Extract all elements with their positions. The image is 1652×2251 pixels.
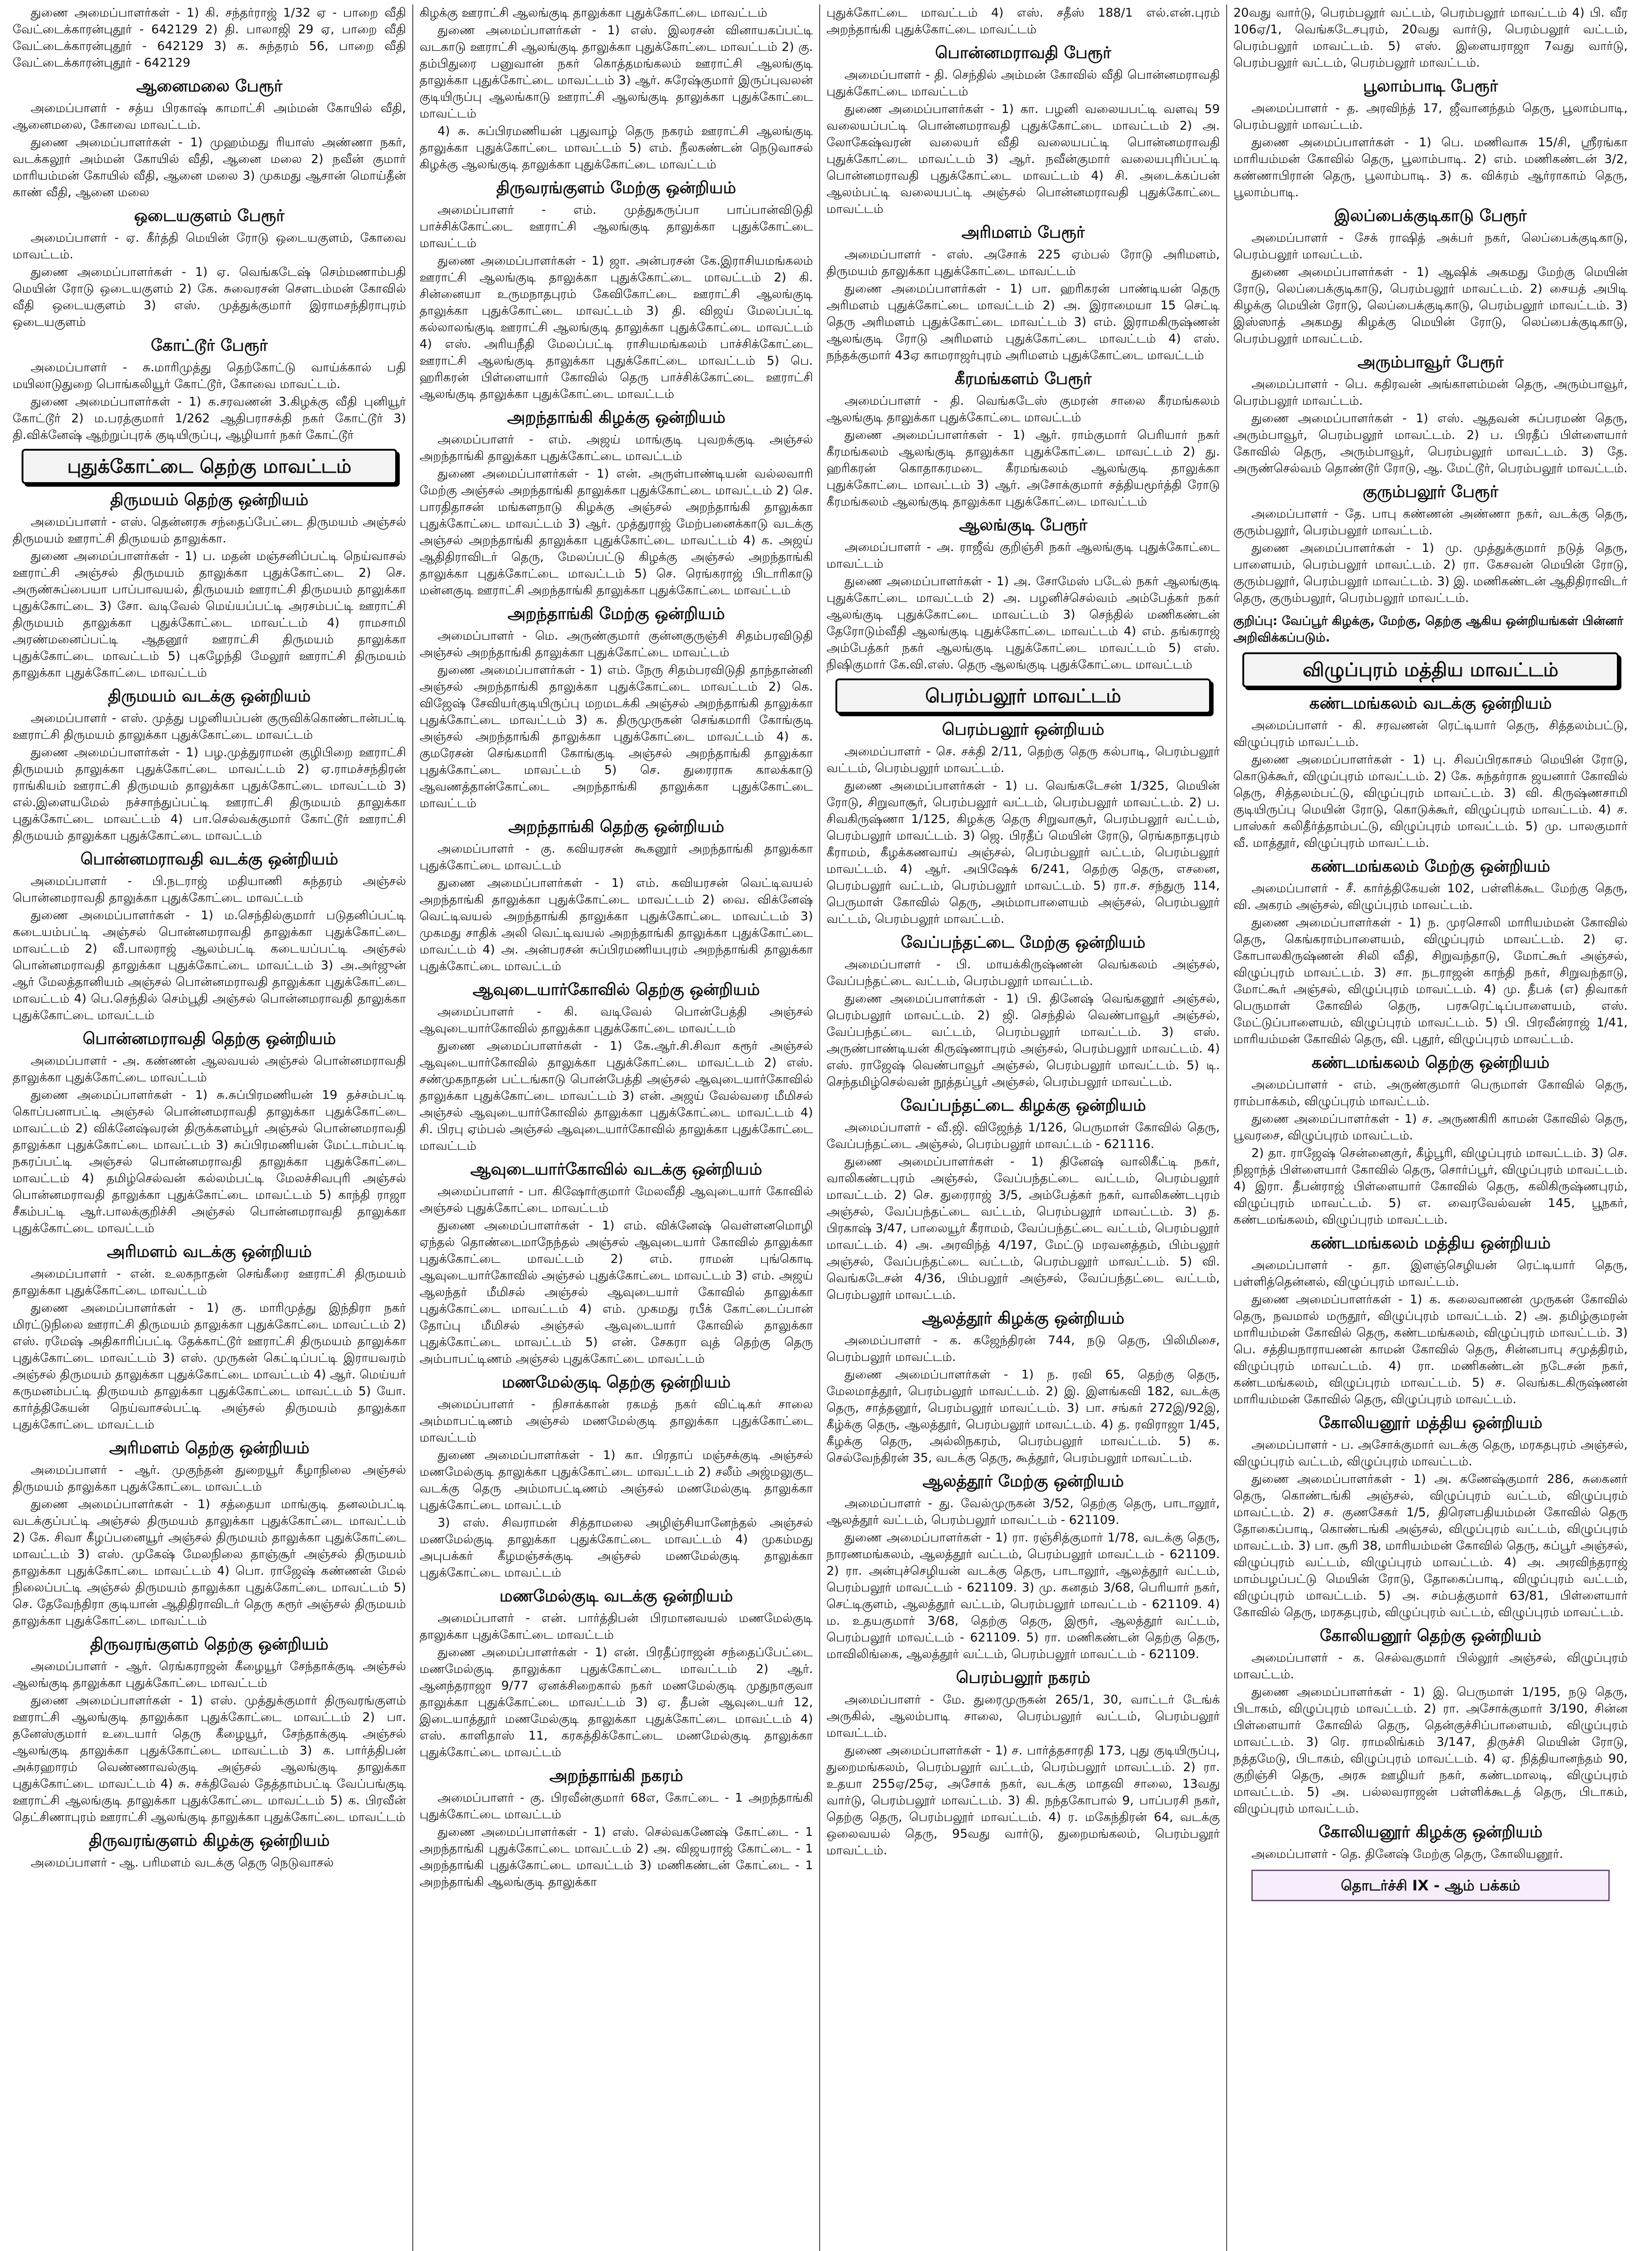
paragraph: துணை அமைப்பாளர்கள் - 1) க. கலைவாணன் முருகன் கோவில் தெரு, நவமால் மருதூர், விழுப்புரம் மாவட்டம். 2) அ. தமிழ்குமரன் மாரியம்மன் கோவில் தெரு, கண்டமங்கலம், விழுப்புரம் மாவட்டம். 3) பெ. சத்தியநாராயணன் காமன் கோவில் தெரு, சின்னபாபு சமுத்திரம், விழுப்புரம் மாவட்டம். 4) ரா. மணிகண்டன் நடேசன் நகர், கண்டமங்கலம், விழுப்புரம் மாவட்டம். 5) ச. வெங்கடகிருஷ்ணன் மாரியம்மன் கோவில் தெரு, விழுப்புரம் மாவட்டம்.: [1233, 1293, 1628, 1406]
section-heading: திருவரங்குளம் மேற்கு ஒன்றியம்: [496, 179, 736, 197]
section-heading: குரும்பலூர் பேரூர்: [1363, 483, 1499, 501]
section-heading: ஆனைமலை பேரூர்: [136, 77, 283, 95]
paragraph: அமைப்பாளர் - எஸ். அசோக் 225 ஏம்பல் ரோடு அரிமளம், திருமயம் தாலுக்கா புதுக்கோட்டை மாவட்டம்: [826, 248, 1220, 278]
section-heading: திருவரங்குளம் தெற்கு ஒன்றியம்: [90, 1635, 329, 1654]
paragraph: அமைப்பாளர் - வீ.ஜி. விஜேந்த் 1/126, பெருமாள் கோவில் தெரு, வேப்பந்தட்டை அஞ்சல், பெரம்பலூர் மாவட்டம் - 621116.: [826, 1121, 1220, 1151]
section-heading: வேப்பந்தட்டை மேற்கு ஒன்றியம்: [901, 933, 1146, 952]
paragraph: அமைப்பாளர் - து. வேல்முருகன் 3/52, தெற்கு தெரு, பாடாலூர், ஆலத்தூர் வட்டம், பெரம்பலூர் மாவட்டம் - 621109.: [826, 1496, 1220, 1527]
paragraph: துணை அமைப்பாளர்கள் - 1) எஸ். ஆதவன் சுப்பரமண் தெரு, அரும்பாவூர், பெரம்பலூர் மாவட்டம். 2) ப. பிரதீப் பிள்ளையார் கோவில் தெரு, அரும்பாவூர், பெரம்பலூர் மாவட்டம். 3) தே. அருண்செல்வம் தொண்டூர் ரோடு, ஆ. மேட்டூர், பெரம்பலூர் மாவட்டம்.: [1233, 411, 1628, 475]
paragraph: துணை அமைப்பாளர்கள் - 1) தினேஷ் வாலிகீட்டி நகர், வாலிகண்டபுரம் அஞ்சல், வேப்பந்தட்டை வட்டம், பெரம்பலூர் மாவட்டம். 2) செ. துரைராஜ் 3/5, அம்பேத்கர் நகர், வாலிகண்டபுரம் அஞ்சல், வேப்பந்தட்டை வட்டம், பெரம்பலூர் மாவட்டம். 3) த. பிரகாஷ் 3/47, பாலையூர் கீராமம், வேப்பந்தட்டை வட்டம், பெரம்பலூர் மாவட்டம். 4) அ. அரவிந்த் 4/197, மேட்டு மரவனத்தம், பிம்பலூர் அஞ்சல், வேப்பந்தட்டை வட்டம், பெரம்பலூர் மாவட்டம். 5) வி. வெங்கடேசன் 4/36, பிம்பலூர் அஞ்சல், வேப்பந்தட்டை வட்டம், பெரம்பலூர் மாவட்டம்.: [826, 1155, 1220, 1302]
paragraph: துணை அமைப்பாளர்கள் - 1) எஸ். இலரசன் வினாயகப்பட்டி வடகாடு ஊராட்சி ஆலங்குடி தாலுக்கா புதுக்கோட்டை மாவட்டம் 2) கு. தம்பிதுரை பனுவான் நகர் கொத்தமங்கலம் ஊராட்சி ஆலங்குடி தாலுக்கா புதுக்கோட்டை மாவட்டம் 3) ஆர். சுரேஷ்குமார் இருப்புவலன் குடியிருப்பு ஆலங்காடு ஊராட்சி ஆலங்குடி தாலுக்கா புதுக்கோட்டை மாவட்டம்: [420, 23, 813, 121]
section-heading: பொன்னமராவதி பேரூர்: [935, 44, 1111, 62]
column-1: [6, 5, 413, 2251]
paragraph: அமைப்பாளர் - நிசாக்கான் ரகமத் நகர் விட்டிகர் சாலை அம்மாபட்டிணம் அஞ்சல் மணமேல்குடி தாலுக்கா புதுக்கோட்டை மாவட்டம்: [420, 1397, 813, 1445]
paragraph: 2) தா. ராஜேஷ் சென்னைகுர், கீழ்பூரி, விழுப்புரம் மாவட்டம். 3) செ. நிஜாந்த் பிள்ளையார் கோவில் தெரு, சொர்ப்பூர், விழுப்புரம் மாவட்டம். 4) இரா. தீபன்ராஜ் பிள்ளையார் கோவில் தெரு, கலிகிருஷ்ணபுரம், விழுப்புரம் மாவட்டம். 5) எ. வைரவேல்வன் 145, பூநகர், கண்டமங்கலம், விழுப்புரம் மாவட்டம்.: [1233, 1146, 1628, 1227]
paragraph: துணை அமைப்பாளர்கள் - 1) எம். நேரு சிதம்பரவிடுதி தாந்தான்னி அஞ்சல் அறந்தாங்கி தாலுக்கா புதுக்கோட்டை மாவட்டம் 2) கெ. விஜேஷ் சேவியர்குடியிருப்பு மறமடக்கி அஞ்சல் அறந்தாங்கி தாலுக்கா புதுக்கோட்டை மாவட்டம் 3) க. திருமுருகன் செங்கமாரி கோங்குடி அஞ்சல் அறந்தாங்கி தாலுக்கா புதுக்கோட்டை மாவட்டம் 4) க. குமரேசன் செங்கமாரி கோங்குடி அஞ்சல் அறந்தாங்கி தாலுக்கா புதுக்கோட்டை மாவட்டம் 5) செ. துரைராசு காலக்காடு ஆவணத்தான்கோட்டை அறந்தாங்கி தாலுக்கா புதுக்கோட்டை மாவட்டம்: [420, 663, 813, 810]
paragraph: துணை அமைப்பாளர்கள் - 1) எம். கவியரசன் வெட்டிவயல் அறந்தாங்கி தாலுக்கா புதுக்கோட்டை மாவட்டம் 2) வை. விக்னேஷ் வெட்டிவயல் அறந்தாங்கி தாலுக்கா புதுக்கோட்டை மாவட்டம் 3) முகமது சாதிக் அலி வெட்டிவயல் அறந்தாங்கி தாலுக்கா புதுக்கோட்டை மாவட்டம் 4) அ. அன்பரசன் சுப்பிரமணியபுரம் அறந்தாங்கி தாலுக்கா புதுக்கோட்டை மாவட்டம்: [420, 876, 813, 973]
paragraph: துணை அமைப்பாளர்கள் - 1) என். அருள்பாண்டியன் வல்லவாரி மேற்கு அஞ்சல் அறந்தாங்கி தாலுக்கா புதுக்கோட்டை மாவட்டம் 2) செ. பாரதிதாசன் மங்களநாடு கிழக்கு அஞ்சல் அறந்தாங்கி தாலுக்கா புதுக்கோட்டை மாவட்டம் 3) ஆர். முத்துராஜ் மேற்பனைக்காடு வடக்கு அஞ்சல் அறந்தாங்கி தாலுக்கா புதுக்கோட்டை மாவட்டம் 4) க. அஜய் ஆதிதிராவிடர் தெரு, மேலப்பட்டு கிழக்கு அஞ்சல் அறந்தாங்கி தாலுக்கா புதுக்கோட்டை மாவட்டம் 5) செ. ரெங்கராஜ் பிடாரிகாடு மன்னகுடி ஊராட்சி அறந்தாங்கி தாலுக்கா புதுக்கோட்டை மாவட்டம்: [420, 467, 813, 597]
paragraph: துணை அமைப்பாளர்கள் - 1) பழ.முத்துராமன் குழிபிறை ஊராட்சி திருமயம் தாலுக்கா புதுக்கோட்டை மாவட்டம் 2) ஏ.ராமச்சந்திரன் ராங்கியம் ஊராட்சி திருமயம் தாலுக்கா புதுக்கோட்டை மாவட்டம் 3) எல்.இளையமேல் நச்சாந்துப்பட்டி ஊராட்சி திருமயம் தாலுக்கா புதுக்கோட்டை மாவட்டம் 4) பா.செல்வக்குமார் கோட்டூர் ஊராட்சி திருமயம் தாலுக்கா புதுக்கோட்டை மாவட்டம்: [13, 746, 406, 843]
paragraph: அமைப்பாளர் - தெ. தினேஷ் மேற்கு தெரு, கோலியனூர்.: [1251, 1847, 1563, 1861]
paragraph: துணை அமைப்பாளர்கள் - 1) எம். விக்னேஷ் வெள்ளனமொழி ஏந்தல் தொண்டைமாநேந்தல் அஞ்சல் ஆவுடையார் கோவில் தாலுக்கா புதுக்கோட்டை மாவட்டம் 2) எம். ராமன் புங்கொடி ஆவுடையார்கோவில் அஞ்சல் புதுக்கோட்டை மாவட்டம் 3) எம். அஜய் ஆலந்தர் மீமிசல் அஞ்சல் ஆவுடையார் கோவில் தாலுக்கா புதுக்கோட்டை மாவட்டம் 4) எம். முகமது ரபீக் கோட்டைப்பான் தோப்பு மீமிசல் அஞ்சல் ஆவுடையார் கோவில் தாலுக்கா புதுக்கோட்டை மாவட்டம் 5) என். சேகரா வுத் தெற்கு தெரு அம்பாபட்டிணம் அஞ்சல் புதுக்கோட்டை மாவட்டம்: [420, 1219, 813, 1366]
section-heading: பெரம்பலூர் நகரம்: [956, 1668, 1091, 1687]
paragraph: துணை அமைப்பாளர்கள் - 1) அ. கணேஷ்குமார் 286, சுகைனர் தெரு, கொண்டங்கி அஞ்சல், விழுப்புரம் வட்டம், விழுப்புரம் மாவட்டம். 2) ச. குணசேகர் 1/5, திரௌபதியம்மன் கோவில் தெரு தோகைப்பாடி, கொண்டங்கி அஞ்சல், விழுப்புரம் வட்டம், விழுப்புரம் மாவட்டம். 3) பா. சூரி 38, மாரியம்மன் கோவில் தெரு, கப்பூர் அஞ்சல், விழுப்புரம் வட்டம், விழுப்புரம் மாவட்டம். 4) அ. அரவிந்தராஜ் மாம்பழப்பட்டு மெயின் ரோடு, தோகைப்பாடி, விழுப்புரம் வட்டம், விழுப்புரம் மாவட்டம். 5) அ. சம்பத்குமார் 63/81, பிள்ளையார் கோவில் தெரு, மரகதபுரம், விழுப்புரம் வட்டம், விழுப்புரம் மாவட்டம்.: [1233, 1472, 1628, 1619]
paragraph: அமைப்பாளர் - எம். அருண்குமார் பெருமாள் கோவில் தெரு, ராம்பாக்கம், விழுப்புரம் மாவட்டம்.: [1233, 1078, 1628, 1108]
paragraph: அமைப்பாளர் - ப. அசோக்குமார் வடக்கு தெரு, மரகதபுரம் அஞ்சல், விழுப்புரம் வட்டம், விழுப்புரம் மாவட்டம்.: [1233, 1438, 1628, 1469]
paragraph: அமைப்பாளர் - மே. துரைமுருகன் 265/1, 30, வாட்டர் டேங்க் அருகில், ஆலம்பாடி சாலை, பெரம்பலூர் வட்டம், பெரம்பலூர் மாவட்டம்.: [826, 1693, 1220, 1740]
section-heading: ஆலத்தூர் கிழக்கு ஒன்றியம்: [922, 1309, 1124, 1328]
paragraph: துணை அமைப்பாளர்கள் - 1) சத்தையா மாங்குடி தனலம்பட்டி வடக்குப்பட்டி அஞ்சல் திருமயம் தாலுக்கா புதுக்கோட்டை மாவட்டம் 2) கே. சிவா கீழப்பனையூர் அஞ்சல் திருமயம் தாலுக்கா புதுக்கோட்டை மாவட்டம் 3) எஸ். முகேஷ் மேலநிலை தாஞ்சூர் அஞ்சல் திருமயம் தாலுக்கா புதுக்கோட்டை மாவட்டம் 4) பொ. ராஜேஷ் கண்ணன் மேல் நிலைப்பட்டி அஞ்சல் திருமயம் தாலுக்கா புதுக்கோட்டை மாவட்டம் 5) செ. தேவேந்திரா குடியான் ஆதிதிராவிடர் தெரு கரூர் அஞ்சல் திருமயம் தாலுக்கா புதுக்கோட்டை மாவட்டம்: [13, 1497, 406, 1628]
paragraph: புதுக்கோட்டை மாவட்டம் 4) எஸ். சதீஸ் 188/1 எல்.என்.புரம் அறந்தாங்கி புதுக்கோட்டை மாவட்டம்: [826, 6, 1220, 36]
paragraph: அமைப்பாளர் - சேக் ராஷித் அக்பர் நகர், லெப்பைக்குடிகாடு, பெரம்பலூர் மாவட்டம்.: [1233, 231, 1628, 262]
section-heading: மணமேல்குடி வடக்கு ஒன்றியம்: [499, 1587, 733, 1605]
continued-box: தொடர்ச்சி IX - ஆம் பக்கம்: [1251, 1870, 1610, 1901]
paragraph: துணை அமைப்பாளர்கள் - 1) க.சரவணன் 3.கிழக்கு வீதி புனியூர் கோட்டூர் 2) ம.பரத்குமார் 1/262 ஆதிபராசக்தி நகர் கோட்டூர் 3) தி.விக்னேஷ் ஆற்றுப்புரக் குடியிருப்பு, ஆழியார் நகர் கோட்டூர்: [13, 395, 406, 442]
section-heading: அரிமளம் பேரூர்: [961, 223, 1085, 242]
district-banner: பெரம்பலூர் மாவட்டம்: [835, 678, 1211, 714]
paragraph: அமைப்பாளர் - ஏ. கீர்த்தி மெயின் ரோடு ஒடையகுளம், கோவை மாவட்டம்.: [13, 231, 406, 262]
paragraph: அமைப்பாளர் - ஆர். முகுந்தன் துறையூர் கீழாநிலை அஞ்சல் திருமயம் தாலுக்கா புதுக்கோட்டை மாவட்டம்: [13, 1463, 406, 1494]
note-text: குறிப்பு: வேப்பூர் கிழக்கு, மேற்கு, தெற்கு ஆகிய ஒன்றியங்கள் பின்னர் அறிவிக்கப்படும்.: [1233, 614, 1624, 645]
paragraph: 3) எஸ். சிவராமன் சித்தாமலை அழிஞ்சியானேந்தல் அஞ்சல் மணமேல்குடி தாலுக்கா புதுக்கோட்டை மாவட்டம் 4) முகம்மது அபுபக்கர் கீழமஞ்சக்குடி அஞ்சல் மணமேல்குடி தாலுக்கா புதுக்கோட்டை மாவட்டம்: [420, 1516, 813, 1580]
paragraph: அமைப்பாளர் - க. செல்வகுமார் பில்லூர் அஞ்சல், விழுப்புரம் மாவட்டம்.: [1233, 1651, 1628, 1681]
district-banner: புதுக்கோட்டை தெற்கு மாவட்டம்: [22, 449, 397, 484]
section-heading: பூலாம்பாடி பேரூர்: [1363, 77, 1498, 95]
section-heading: அறந்தாங்கி நகரம்: [549, 1767, 683, 1785]
paragraph: துணை அமைப்பாளர்கள் - 1) முஹம்மது ரியாஸ் அண்ணா நகர், வடக்கலூர் அம்மன் கோயில் வீதி, ஆனை மலை 2) நவீன் குமார் மாரியம்மன் கோயில் வீதி, ஆனை மலை 3) முகமது ஆசான் மொய்தீன் காண் வீதி, ஆனை மலை: [13, 136, 406, 199]
paragraph: அமைப்பாளர் - பெ. கதிரவன் அங்காளம்மன் தெரு, அரும்பாவூர், பெரம்பலூர் மாவட்டம்.: [1233, 377, 1628, 408]
paragraph: துணை அமைப்பாளர்கள் - 1) சு.சுப்பிரமணியன் 19 தச்சம்பட்டி கொப்பனாபட்டி அஞ்சல் பொன்னமராவதி தாலுக்கா புதுக்கோட்டை மாவட்டம் 2) விக்னேஷ்வரன் திருக்களம்பூர் அஞ்சல் பொன்னமராவதி தாலுக்கா புதுக்கோட்டை மாவட்டம் 3) சுப்பிரமணியன் மேட்டாம்பட்டி நகரப்பட்டி அஞ்சல் பொன்னமராவதி தாலுக்கா புதுக்கோட்டை மாவட்டம் 4) தமிழ்செல்வன் கல்லம்பட்டி மேலச்சிவபுரி அஞ்சல் பொன்னமராவதி தாலுக்கா புதுக்கோட்டை மாவட்டம் 5) காந்தி ராஜா சீகம்பட்டி ஆர்.பாலக்குறிச்சி அஞ்சல் பொன்னமராவதி தாலுக்கா புதுக்கோட்டை மாவட்டம்: [13, 1088, 406, 1235]
section-heading: இலப்பைக்குடிகாடு பேரூர்: [1334, 207, 1527, 225]
paragraph: அமைப்பாளர் - தே. பாபு கண்ணன் அண்ணா நகர், வடக்கு தெரு, குரும்பலூர், பெரம்பலூர் மாவட்டம்.: [1233, 507, 1628, 538]
paragraph: துணை அமைப்பாளர்கள் - 1) ஆஷிக் அகமது மேற்கு மெயின் ரோடு, லெப்பைக்குடிகாடு, பெரம்பலூர் மாவட்டம். 2) சையத் அபிடி கிழக்கு மெயின் ரோடு, லெப்பைக்குடிகாடு, பெரம்பலூர் மாவட்டம். 3) இஸ்ஸாத் அகமது கிழக்கு மெயின் ரோடு, லெப்பைக்குடிகாடு, பெரம்பலூர் மாவட்டம்.: [1233, 265, 1628, 346]
paragraph: அமைப்பாளர் - எஸ். முத்து பழனியப்பன் குருவிக்கொண்டான்பட்டி ஊராட்சி திருமயம் தாலுக்கா புதுக்கோட்டை மாவட்டம்: [13, 711, 406, 742]
paragraph: துணை அமைப்பாளர்கள் - 1) கே.ஆர்.சி.சிவா கரூர் அஞ்சல் ஆவுடையார்கோவில் தாலுக்கா புதுக்கோட்டை மாவட்டம் 2) எஸ். சண்முகநாதன் பட்டங்காடு பொன்பேத்தி அஞ்சல் ஆவுடையார்கோவில் தாலுக்கா புதுக்கோட்டை மாவட்டம் 3) என். அஜய் வேல்வரை மீமிசல் அஞ்சல் ஆவுடையார்கோவில் தாலுக்கா புதுக்கோட்டை மாவட்டம் 4) சி. பிரபு ஏம்பல் அஞ்சல் ஆவுடையார்கோவில் தாலுக்கா புதுக்கோட்டை மாவட்டம்: [420, 1039, 813, 1153]
section-heading: அறந்தாங்கி மேற்கு ஒன்றியம்: [507, 605, 725, 623]
paragraph: அமைப்பாளர் - பி.நடராஜ் மதியாணி சுந்தரம் அஞ்சல் பொன்னமராவதி தாலுக்கா புதுக்கோட்டை மாவட்டம்: [13, 874, 406, 905]
section-heading: திருமயம் வடக்கு ஒன்றியம்: [108, 687, 311, 705]
paragraph: கிழக்கு ஊராட்சி ஆலங்குடி தாலுக்கா புதுக்கோட்டை மாவட்டம்: [420, 6, 767, 20]
section-heading: அரும்பாவூர் பேரூர்: [1357, 353, 1504, 371]
section-heading: கோலியனூர் தெற்கு ஒன்றியம்: [1319, 1627, 1542, 1645]
section-heading: கண்டமங்கலம் தெற்கு ஒன்றியம்: [1311, 1053, 1550, 1072]
paragraph: அமைப்பாளர் - க. கஜேந்திரன் 744, நடு தெரு, பிலிமிசை, பெரம்பலூர் மாவட்டம்.: [826, 1333, 1220, 1364]
section-heading: திருமயம் தெற்கு ஒன்றியம்: [110, 491, 309, 509]
paragraph: அமைப்பாளர் - அ. ராஜீவ் குறிஞ்சி நகர் ஆலங்குடி புதுக்கோட்டை மாவட்டம்: [826, 540, 1220, 571]
paragraph: துணை அமைப்பாளர்கள் - 1) ஏ. வெங்கடேஷ் செம்மணாம்பதி மெயின் ரோடு ஒடையகுளம் 2) கே. சுவைரசன் செளடம்மன் கோவில் வீதி ஒடையகுளம் 3) எஸ். முத்துக்குமார் இராமசந்திராபுரம் ஒடையகுளம்: [13, 265, 406, 329]
paragraph: துணை அமைப்பாளர்கள் - 1) ம.செந்தில்குமார் படுதனிப்பட்டி கடையம்பட்டி அஞ்சல் பொன்னமராவதி தாலுக்கா புதுக்கோட்டை மாவட்டம் 2) வீ.பாலராஜ் ஆலம்பட்டி கடையப்பட்டி அஞ்சல் பொன்னமராவதி தாலுக்கா புதுக்கோட்டை மாவட்டம் 3) அ.அர்ஜுன் ஆர் மேலத்தானியம் அஞ்சல் பொன்னமராவதி தாலுக்கா புதுக்கோட்டை மாவட்டம் 4) பெ.செந்தில் செம்பூதி அஞ்சல் பொன்னமராவதி தாலுக்கா புதுக்கோட்டை மாவட்டம்: [13, 909, 406, 1022]
paragraph: அமைப்பாளர் - ஆ. பரிமளம் வடக்கு தெரு நெடுவாசல்: [31, 1856, 334, 1870]
paragraph: துணை அமைப்பாளர்கள் - 1) ஜா. அன்பரசன் கே.இராசியமங்கலம் ஊராட்சி ஆலங்குடி தாலுக்கா புதுக்கோட்டை மாவட்டம் 2) கி. சின்னையா உருமநாதபுரம் கேவிகோட்டை ஊராட்சி ஆலங்குடி தாலுக்கா புதுக்கோட்டை மாவட்டம் 3) தி. விஜய் மேலப்பட்டி கல்லாலங்குடி ஊராட்சி ஆலங்குடி தாலுக்கா புதுக்கோட்டை மாவட்டம் 4) எஸ். அரியநீதி மேலப்பட்டி ராசியமங்கலம் பாச்சிக்கோட்டை ஊராட்சி ஆலங்குடி தாலுக்கா புதுக்கோட்டை மாவட்டம் 5) பெ. ஹரிகரன் பிள்ளையார் கோவில் தெரு பாச்சிக்கோட்டை ஊராட்சி ஆலங்குடி தாலுக்கா புதுக்கோட்டை மாவட்டம்: [420, 254, 813, 401]
section-heading: அரிமளம் வடக்கு ஒன்றியம்: [107, 1243, 312, 1261]
paragraph: அமைப்பாளர் - மெ. அருண்குமார் குன்னகுருஞ்சி சிதம்பரவிடுதி அஞ்சல் அறந்தாங்கி தாலுக்கா புதுக்கோட்டை மாவட்டம்: [420, 629, 813, 660]
paragraph: அமைப்பாளர் - கி. சரவணன் ரெட்டியார் தெரு, சித்தலம்பட்டு, விழுப்புரம் மாவட்டம்.: [1233, 719, 1628, 749]
paragraph: அமைப்பாளர் - என். உலகநாதன் செங்கீரை ஊராட்சி திருமயம் தாலுக்கா புதுக்கோட்டை மாவட்டம்: [13, 1267, 406, 1297]
section-heading: பெரம்பலூர் ஒன்றியம்: [942, 720, 1105, 739]
section-heading: பொன்னமராவதி வடக்கு ஒன்றியம்: [80, 850, 339, 868]
paragraph: அமைப்பாளர் - எம். அஜய் மாங்குடி புவறக்குடி அஞ்சல் அறந்தாங்கி தாலுக்கா புதுக்கோட்டை மாவட்டம்: [420, 433, 813, 463]
paragraph: அமைப்பாளர் - ஆர். ரெங்கராஜன் கீழையூர் சேந்தாக்குடி அஞ்சல் ஆலங்குடி தாலுக்கா புதுக்கோட்டை மாவட்டம்: [13, 1659, 406, 1690]
section-heading: மணமேல்குடி தெற்கு ஒன்றியம்: [501, 1373, 731, 1392]
paragraph: அமைப்பாளர் - கு. கவியரசன் கூகனூர் அறந்தாங்கி தாலுக்கா புதுக்கோட்டை மாவட்டம்: [420, 842, 813, 872]
section-heading: கோலியனூர் மத்திய ஒன்றியம்: [1318, 1414, 1543, 1432]
paragraph: துணை அமைப்பாளர்கள் - 1) அ. சோமேஸ் படேல் நகர் ஆலங்குடி புதுக்கோட்டை மாவட்டம் 2) அ. பழனிச்செல்வம் அம்பேத்கர் நகர் ஆலங்குடி புதுக்கோட்டை மாவட்டம் 3) செந்தில் மணிகண்டன் தேரோடும்வீதி ஆலங்குடி புதுக்கோட்டை மாவட்டம் 4) எம். தங்கராஜ் அம்பேத்கர் நகர் ஆலங்குடி புதுக்கோட்டை மாவட்டம் 5) எஸ். நிஷிகுமார் கே.வி.எஸ். தெரு ஆலங்குடி புதுக்கோட்டை மாவட்டம்: [826, 574, 1220, 672]
paragraph: துணை அமைப்பாளர்கள் - 1) பெ. மணிவாசு 15/சி, ஸ்ரீரங்கா மாரியம்மன் கோவில் தெரு, பூலாம்பாடி. 2) எம். மணிகண்டன் 3/2, கண்ணாபிரான் தெரு, பூலாம்பாடி. 3) க. விக்ரம் ஆர்ராகாம் தெரு, பூலாம்பாடி.: [1233, 136, 1628, 199]
paragraph: அமைப்பாளர் - தி. செந்தில் அம்மன் கோவில் வீதி பொன்னமராவதி புதுக்கோட்டை மாவட்டம்: [826, 68, 1220, 99]
paragraph: அமைப்பாளர் - எஸ். தென்னரசு சந்தைப்பேட்டை திருமயம் அஞ்சல் திருமயம் ஊராட்சி திருமயம் தாலுக்கா.: [13, 515, 406, 546]
paragraph: துணை அமைப்பாளர்கள் - 1) என். பிரதீப்ராஜன் சந்தைப்பேட்டை மணமேல்குடி தாலுக்கா புதுக்கோட்டை மாவட்டம் 2) ஆர். ஆனந்தராஜா 9/77 ஏனக்சிறைகால் நகர் மணமேல்குடி முதுநாகுவா தாலுக்கா புதுக்கோட்டை மாவட்டம் 3) ஏ. தீபன் ஆவுடையர் 12, இடையாத்தூர் மணமேல்குடி தாலுக்கா புதுக்கோட்டை மாவட்டம் 4) எஸ். காளிதாஸ் 11, கரகத்திக்கோட்டை மணமேல்குடி தாலுக்கா புதுக்கோட்டை மாவட்டம்: [420, 1645, 813, 1759]
paragraph: துணை அமைப்பாளர்கள் - 1) ரா. ரஞ்சித்குமார் 1/78, வடக்கு தெரு, நாரணமங்கலம், ஆலத்தூர் வட்டம், பெரம்பலூர் மாவட்டம் - 621109. 2) ரா. அன்புச்செழியன் வடக்கு தெரு, பாடாலூர், ஆலத்தூர் வட்டம், பெரம்பலூர் மாவட்டம் - 621109. 3) மு. கனதம் 3/68, பெரியார் நகர், செட்டிகுளம், ஆலத்தூர் வட்டம், பெரம்பலூர் மாவட்டம் - 621109. 4) ம. உதயகுமார் 3/68, தெற்கு தெரு, இரூர், ஆலத்தூர் வட்டம், பெரம்பலூர் மாவட்டம் - 621109. 5) ரா. மணிகண்டன் தெற்கு தெரு, மாவிலிங்கை, ஆலத்தூர் வட்டம், பெரம்பலூர் மாவட்டம் - 621109.: [826, 1531, 1220, 1661]
paragraph: துணை அமைப்பாளர்கள் - 1) கா. பழனி வலையபட்டி வளவு 59 வலையப்பட்டி பொன்னமராவதி புதுக்கோட்டை மாவட்டம் 2) அ. லோகேஷ்வரன் வலையர் வீதி வலையபட்டி பொன்னமராவதி புதுக்கோட்டை மாவட்டம் 3) ஆர். நவீன்குமார் வலையபுரிப்பட்டி பொன்னமராவதி புதுக்கோட்டை மாவட்டம் 4) சி. அடைக்கப்பன் ஆலம்பட்டி வலையபட்டி அஞ்சல் பொன்னமராவதி புதுக்கோட்டை மாவட்டம்: [826, 102, 1220, 216]
section-heading: அறந்தாங்கி தெற்கு ஒன்றியம்: [508, 818, 724, 836]
section-heading: கண்டமங்கலம் வடக்கு ஒன்றியம்: [1309, 694, 1552, 713]
paragraph: துணை அமைப்பாளர்கள் - 1) பி. தினேஷ் வெங்கனூர் அஞ்சல், பெரம்பலூர் மாவட்டம். 2) ஜி. செந்தில் வெண்பாவூர் அஞ்சல், வேப்பந்தட்டை வட்டம், பெரம்பலூர் மாவட்டம். 3) எஸ். அருண்பாண்டியன் கிருஷ்ணாபுரம் அஞ்சல், பெரம்பலூர் மாவட்டம். 4) எஸ். ராஜேஷ் வெண்பாவூர் அஞ்சல், பெரம்பலூர் மாவட்டம். 5) டி. செந்தமிழ்செல்வன் நூத்தப்பூர் அஞ்சல், பெரம்பலூர் மாவட்டம்.: [826, 992, 1220, 1089]
paragraph: அமைப்பாளர் - தி. வெங்கடேஸ் குமரன் சாலை கீரமங்கலம் ஆலங்குடி தாலுக்கா புதுக்கோட்டை மாவட்டம்: [826, 394, 1220, 425]
paragraph: துணை அமைப்பாளர்கள் - 1) கி. சந்தர்ராஜ் 1/32 ஏ - பாறை வீதி வேட்டைக்காரன்புதூர் - 642129 2) தி. பாலாஜி 29 ஏ, பாறை வீதி வேட்டைக்காரன்புதூர் - 642129 3) க. சுந்தரம் 56, பாறை வீதி வேட்டைக்காரன்புதூர் - 642129: [13, 6, 406, 70]
section-heading: ஆவுடையார்கோவில் வடக்கு ஒன்றியம்: [470, 1160, 763, 1179]
paragraph: அமைப்பாளர் - கி. வடிவேல் பொன்பேத்தி அஞ்சல் ஆவுடையார்கோவில் தாலுக்கா புதுக்கோட்டை மாவட்டம்: [420, 1005, 813, 1035]
column-4: [1227, 5, 1634, 2251]
paragraph: அமைப்பாளர் - செ. சக்தி 2/11, தெற்கு தெரு கல்பாடி, பெரம்பலூர் வட்டம், பெரம்பலூர் மாவட்டம்.: [826, 745, 1220, 775]
paragraph: துணை அமைப்பாளர்கள் - 1) கா. பிரதாப் மஞ்சக்குடி அஞ்சல் மணமேல்குடி தாலுக்கா புதுக்கோட்டை மாவட்டம் 2) சலீம் அஜ்மலுகுட வடக்கு தெரு அம்மாபட்டிணம் அஞ்சல் மணமேல்குடி தாலுக்கா புதுக்கோட்டை மாவட்டம்: [420, 1448, 813, 1512]
paragraph: துணை அமைப்பாளர்கள் - 1) ப. வெங்கடேசன் 1/325, மெயின் ரோடு, சிறுவாசூர், பெரம்பலூர் வட்டம், பெரம்பலூர் மாவட்டம். 2) ப. சிவகிருஷ்ணா 1/125, கிழக்கு தெரு சிறுவாசூர், பெரம்பலூர் வட்டம், பெரம்பலூர் மாவட்டம். 3) ஜெ. பிரதீப் மெயின் ரோடு, ரெங்கநாதபுரம் கீராமம், கீழக்கணவாய் அஞ்சல், பெரம்பலூர் வட்டம், பெரம்பலூர் மாவட்டம். 4) ஆர். அபிஷேக் 6/241, தெற்கு தெரு, எசனை, பெரம்பலூர் வட்டம், பெரம்பலூர் மாவட்டம். 5) ரா.ச. சந்துரு 114, பெருமாள் கோவில் தெரு, அம்மாபாளையம் அஞ்சல், பெரம்பலூர் வட்டம், பெரம்பலூர் மாவட்டம்.: [826, 779, 1220, 926]
section-heading: ஆலத்தூர் மேற்கு ஒன்றியம்: [922, 1472, 1124, 1491]
paragraph: அமைப்பாளர் - சத்ய பிரகாஷ் காமாட்சி அம்மன் கோயில் வீதி, ஆனைமலை, கோவை மாவட்டம்.: [13, 101, 406, 132]
paragraph: அமைப்பாளர் - பி. மாயக்கிருஷ்ணன் வெங்கலம் அஞ்சல், வேப்பந்தட்டை வட்டம், பெரம்பலூர் மாவட்டம்.: [826, 958, 1220, 988]
paragraph: துணை அமைப்பாளர்கள் - 1) ந. முரசொலி மாரியம்மன் கோவில் தெரு, கெங்கராம்பாளையம், விழுப்புரம் மாவட்டம். 2) ஏ. கோபாலகிருஷ்ணன் சிலி வீதி, சிறுவந்தாடு, மோட்கூர் அஞ்சல், விழுப்புரம் மாவட்டம். 3) சா. நடராஜன் காந்தி நகர், சிறுவந்தாடு, மோட்கூர் அஞ்சல், விழுப்புரம் மாவட்டம். 4) மு. தீபக் (எ) திவாகர் பெருமாள் கோவில் தெரு, பரசுரெட்டிப்பாளையம், எஸ். மேட்டுப்பாளையம், விழுப்புரம் மாவட்டம். 5) பி. பிரவீன்ராஜ் 1/41, மாரியம்மன் கோவில் தெரு, வி. புதூர், விழுப்புரம் மாவட்டம்.: [1233, 916, 1628, 1046]
paragraph: அமைப்பாளர் - தா. இளஞ்செழியன் ரெட்டியார் தெரு, பள்ளித்தென்னல், விழுப்புரம் மாவட்டம்.: [1233, 1258, 1628, 1289]
section-heading: கண்டமங்கலம் மேற்கு ஒன்றியம்: [1311, 857, 1550, 876]
column-3: [820, 5, 1227, 2251]
section-heading: ஒடையகுளம் பேரூர்: [134, 207, 285, 225]
paragraph: அமைப்பாளர் - என். பார்த்திபன் பிரமானவயல் மணமேல்குடி தாலுக்கா புதுக்கோட்டை மாவட்டம்: [420, 1611, 813, 1642]
section-heading: ஆவுடையார்கோவில் தெற்கு ஒன்றியம்: [472, 981, 760, 999]
section-heading: பொன்னமராவதி தெற்கு ஒன்றியம்: [82, 1030, 336, 1048]
section-heading: கண்டமங்கலம் மத்திய ஒன்றியம்: [1310, 1234, 1551, 1252]
paragraph: அமைப்பாளர் - த. அரவிந்த் 17, ஜீவானந்தம் தெரு, பூலாம்பாடி, பெரம்பலூர் மாவட்டம்.: [1233, 101, 1628, 132]
paragraph: 20வது வார்டு, பெரம்பலூர் வட்டம், பெரம்பலூர் மாவட்டம் 4) பி. வீர 106ஏ/1, வெங்கடேசபுரம், 20வது வார்டு, பெரம்பலூர் வட்டம், பெரம்பலூர் மாவட்டம். 5) எஸ். இளையராஜா 7வது வார்டு, பெரம்பலூர் வட்டம், பெரம்பலூர் மாவட்டம்.: [1233, 6, 1628, 70]
paragraph: துணை அமைப்பாளர்கள் - 1) பு. சிவப்பிரகாசம் மெயின் ரோடு, கொடுக்கூர், விழுப்புரம் மாவட்டம். 2) கே. சுந்தர்ராசு ஜயனார் கோவில் தெரு, சித்தலம்பட்டு, விழுப்புரம் மாவட்டம். 3) வி. கிருஷ்ணசாமி குடியிருப்பு மெயின் ரோடு, கொடுக்கூர், விழுப்புரம் மாவட்டம். 4) ச. பாஸ்கர் கலிதீர்த்தாம்பட்டு, விழுப்புரம் மாவட்டம். 5) மு. பாலகுமார் வீ. மாத்தூர், விழுப்புரம் மாவட்டம்.: [1233, 753, 1628, 850]
section-heading: ஆலங்குடி பேரூர்: [959, 516, 1088, 534]
section-heading: அரிமளம் தெற்கு ஒன்றியம்: [109, 1439, 310, 1457]
paragraph: அமைப்பாளர் - சீ. கார்த்திகேயன் 102, பள்ளிக்கூட மேற்கு தெரு, வி. அகரம் அஞ்சல், விழுப்புரம் மாவட்டம்.: [1233, 881, 1628, 912]
section-heading: கோட்டூர் பேரூர்: [151, 336, 268, 355]
paragraph: அமைப்பாளர் - எம். முத்துகருப்பா பாப்பான்விடுதி பாச்சிக்கோட்டை ஊராட்சி ஆலங்குடி தாலுக்கா புதுக்கோட்டை மாவட்டம்: [420, 203, 813, 250]
paragraph: துணை அமைப்பாளர்கள் - 1) ப. மதன் மஞ்சனிப்பட்டி நெய்வாசல் ஊராட்சி அஞ்சல் திருமயம் தாலுக்கா புதுக்கோட்டை 2) செ. அருண்சுப்பையா பாப்பாவயல், திருமயம் ஊராட்சி திருமயம் தாலுக்கா புதுக்கோட்டை 3) சோ. வடிவேல் மெய்யப்பட்டி அரசம்பட்டி ஊராட்சி திருமயம் தாலுக்கா புதுக்கோட்டை மாவட்டம் 4) ராமசாமி அரண்மனைப்பட்டி ஆதனூர் ஊராட்சி திருமயம் தாலுக்கா புதுக்கோட்டை மாவட்டம் 5) புகழேந்தி மேலூர் ஊராட்சி திருமயம் தாலுக்கா புதுக்கோட்டை மாவட்டம்: [13, 549, 406, 680]
paragraph: அமைப்பாளர் - பா. கிஷோர்குமார் மேலவீதி ஆவுடையார் கோவில் அஞ்சல் புதுக்கோட்டை மாவட்டம்: [420, 1184, 813, 1215]
section-heading: அறந்தாங்கி கிழக்கு ஒன்றியம்: [507, 408, 726, 427]
paragraph: துணை அமைப்பாளர்கள் - 1) ச. அருணகிரி காமன் கோவில் தெரு, பூவரசை, விழுப்புரம் மாவட்டம்.: [1233, 1112, 1628, 1143]
column-2: [413, 5, 820, 2251]
paragraph: துணை அமைப்பாளர்கள் - 1) இ. பெருமாள் 1/195, நடு தெரு, பிடாகம், விழுப்புரம் மாவட்டம். 2) ரா. அசோக்குமார் 3/190, சின்ன பிள்ளையார் கோவில் தெரு, தென்குச்சிப்பாளையம், விழுப்புரம் மாவட்டம். 3) ரெ. ராமலிங்கம் 3/147, திருச்சி மெயின் ரோடு, நத்தமேடு, பிடாகம், விழுப்புரம் மாவட்டம். 4) ஏ. நித்தியானந்தம் 90, குறிஞ்சி தெரு, அரசு ஊழியர் நகர், கண்டமாலடி, விழுப்புரம் மாவட்டம். 5) அ. பல்லவராஜன் பள்ளிக்கூடத் தெரு, பிடாகம், விழுப்புரம் மாவட்டம்.: [1233, 1685, 1628, 1816]
paragraph: துணை அமைப்பாளர்கள் - 1) ச. பார்த்தசாரதி 173, புது குடியிருப்பு, துறைமங்கலம், பெரம்பலூர் வட்டம், பெரம்பலூர் மாவட்டம். 2) ரா. உதயா 255ஏ/25ஏ, அசோக் நகர், வடக்கு மாதவி சாலை, 13வது வார்டு, பெரம்பலூர் மாவட்டம். 3) கி. நந்தகோபால் 9, பாப்பரசி நகர், தெற்கு தெரு, பெரம்பலூர் மாவட்டம். 4) ர. மகேந்திரன் 64, வடக்கு ஒலைவயல் தெரு, 95வது வார்டு, துறைமங்கலம், பெரம்பலூர் மாவட்டம்.: [826, 1744, 1220, 1858]
paragraph: அமைப்பாளர் - சு.மாரிமுத்து தெற்கோட்டு வாய்க்கால் பதி மயிலாடுதுறை பொங்கலியூர் கோட்டூர், கோவை மாவட்டம்.: [13, 361, 406, 391]
paragraph: துணை அமைப்பாளர்கள் - 1) ந. ரவி 65, தெற்கு தெரு, மேலமாத்தூர், பெரம்பலூர் மாவட்டம். 2) இ. இளங்கவி 182, வடக்கு தெரு, சாத்தனூர், பெரம்பலூர் மாவட்டம். 3) பா. சங்கர் 272இ/92இ, கீழ்க்கு தெரு, ஆலத்தூர், பெரம்பலூர் மாவட்டம். 4) த. ரவிராஜா 1/45, கீழக்கு தெரு, அல்லிநகரம், பெரம்பலூர் மாவட்டம். 5) க. செல்வேந்திரன் 35, வடக்கு தெரு, கூத்தூர், பெரம்பலூர் மாவட்டம்.: [826, 1368, 1220, 1465]
paragraph: துணை அமைப்பாளர்கள் - 1) எஸ். முத்துக்குமார் திருவரங்குளம் ஊராட்சி ஆலங்குடி தாலுக்கா புதுக்கோட்டை மாவட்டம் 2) பா. தனேஸ்குமார் உடையார் தெரு கீழையூர், சேந்தாக்குடி அஞ்சல் ஆலங்குடி தாலுக்கா புதுக்கோட்டை மாவட்டம் 3) க. பார்த்திபன் அக்ரஹாரம் வெண்ணாவல்குடி அஞ்சல் ஆலங்குடி தாலுக்கா புதுக்கோட்டை மாவட்டம் 4) சு. சக்திவேல் தேத்தாம்பட்டி வேப்பங்குடி ஊராட்சி ஆலங்குடி தாலுக்கா புதுக்கோட்டை மாவட்டம் 5) க. பிரவீன் தெட்சிணாபுரம் ஊராட்சி ஆலங்குடி தாலுக்கா புதுக்கோட்டை மாவட்டம்: [13, 1694, 406, 1824]
paragraph: துணை அமைப்பாளர்கள் - 1) கு. மாரிமுத்து இந்திரா நகர் மிரட்டுநிலை ஊராட்சி திருமயம் தாலுக்கா புதுக்கோட்டை மாவட்டம் 2) எஸ். ரமேஷ் அதிகாரிப்பட்டி தேக்காட்டூர் ஊராட்சி திருமயம் தாலுக்கா புதுக்கோட்டை மாவட்டம் 3) எஸ். முருகன் கெட்டிப்பட்டி இராயவரம் அஞ்சல் திருமயம் தாலுக்கா புதுக்கோட்டை மாவட்டம் 4) ஆர். மெய்யர் கருமனம்பட்டி திருமயம் தாலுக்கா புதுக்கோட்டை மாவட்டம் 5) யோ. கார்த்திகேயன் நெய்வாசல்பட்டி அஞ்சல் திருமயம் தாலுக்கா புதுக்கோட்டை மாவட்டம்: [13, 1301, 406, 1432]
district-banner: விழுப்புரம் மத்திய மாவட்டம்: [1242, 652, 1619, 687]
paragraph: துணை அமைப்பாளர்கள் - 1) பா. ஹரிகரன் பாண்டியன் தெரு அரிமளம் புதுக்கோட்டை மாவட்டம் 2) அ. இராமையா 15 செட்டி தெரு அரிமளம் புதுக்கோட்டை மாவட்டம் 3) எம். இராமகிருஷ்ணன் ஆலங்குடி ரோடு அரிமளம் புதுக்கோட்டை மாவட்டம் 4) எஸ். நந்தக்குமார் 43ஏ காமராஜர்புரம் அரிமளம் புதுக்கோட்டை மாவட்டம்: [826, 282, 1220, 362]
paragraph: துணை அமைப்பாளர்கள் - 1) எஸ். செல்வகணேஷ் கோட்டை - 1 அறந்தாங்கி புதுக்கோட்டை மாவட்டம் 2) அ. விஜயராஜ் கோட்டை - 1 அறந்தாங்கி புதுக்கோட்டை மாவட்டம் 3) மணிகண்டன் கோட்டை - 1 அறந்தாங்கி ஆலங்குடி தாலுக்கா: [420, 1825, 813, 1889]
section-heading: கீரமங்களம் பேரூர்: [954, 370, 1092, 388]
paragraph: துணை அமைப்பாளர்கள் - 1) மு. முத்துக்குமார் நடுத் தெரு, பாளையம், பெரம்பலூர் மாவட்டம். 2) ரா. கேசவன் மெயின் ரோடு, குரும்பலூர், பெரம்பலூர் மாவட்டம். 3) இ. மணிகண்டன் ஆதிதிராவிடர் தெரு, குரும்பலூர், பெரம்பலூர் மாவட்டம்.: [1233, 541, 1628, 605]
paragraph: அமைப்பாளர் - கு. பிரவீன்குமார் 68எ, கோட்டை - 1 அறந்தாங்கி புதுக்கோட்டை மாவட்டம்: [420, 1791, 813, 1822]
paragraph: துணை அமைப்பாளர்கள் - 1) ஆர். ராம்குமார் பெரியார் நகர் கீரமங்கலம் ஆலங்குடி தாலுக்கா புதுக்கோட்டை மாவட்டம் 2) து. ஹரிகரன் கொதாகரமடை கீரமங்கலம் ஆலங்குடி தாலுக்கா புதுக்கோட்டை மாவட்டம் 3) ஆர். அசோக்குமார் சத்தியமூர்த்தி ரோடு கீரமங்கலம் ஆலங்குடி தாலுக்கா புதுக்கோட்டை மாவட்டம்: [826, 428, 1220, 509]
section-heading: கோலியனூர் கிழக்கு ஒன்றியம்: [1318, 1823, 1543, 1841]
paragraph: அமைப்பாளர் - அ. கண்ணன் ஆலவயல் அஞ்சல் பொன்னமராவதி தாலுக்கா புதுக்கோட்டை மாவட்டம்: [13, 1054, 406, 1085]
paragraph: 4) சு. சுப்பிரமணியன் புதுவாழ் தெரு நகரம் ஊராட்சி ஆலங்குடி தாலுக்கா புதுக்கோட்டை மாவட்டம் 5) எம். நீலகண்டன் நெடுவாசல் கிழக்கு ஆலங்குடி தாலுக்கா புதுக்கோட்டை மாவட்டம்: [420, 124, 813, 172]
section-heading: வேப்பந்தட்டை கிழக்கு ஒன்றியம்: [900, 1096, 1146, 1115]
section-heading: திருவரங்குளம் கிழக்கு ஒன்றியம்: [89, 1831, 330, 1850]
